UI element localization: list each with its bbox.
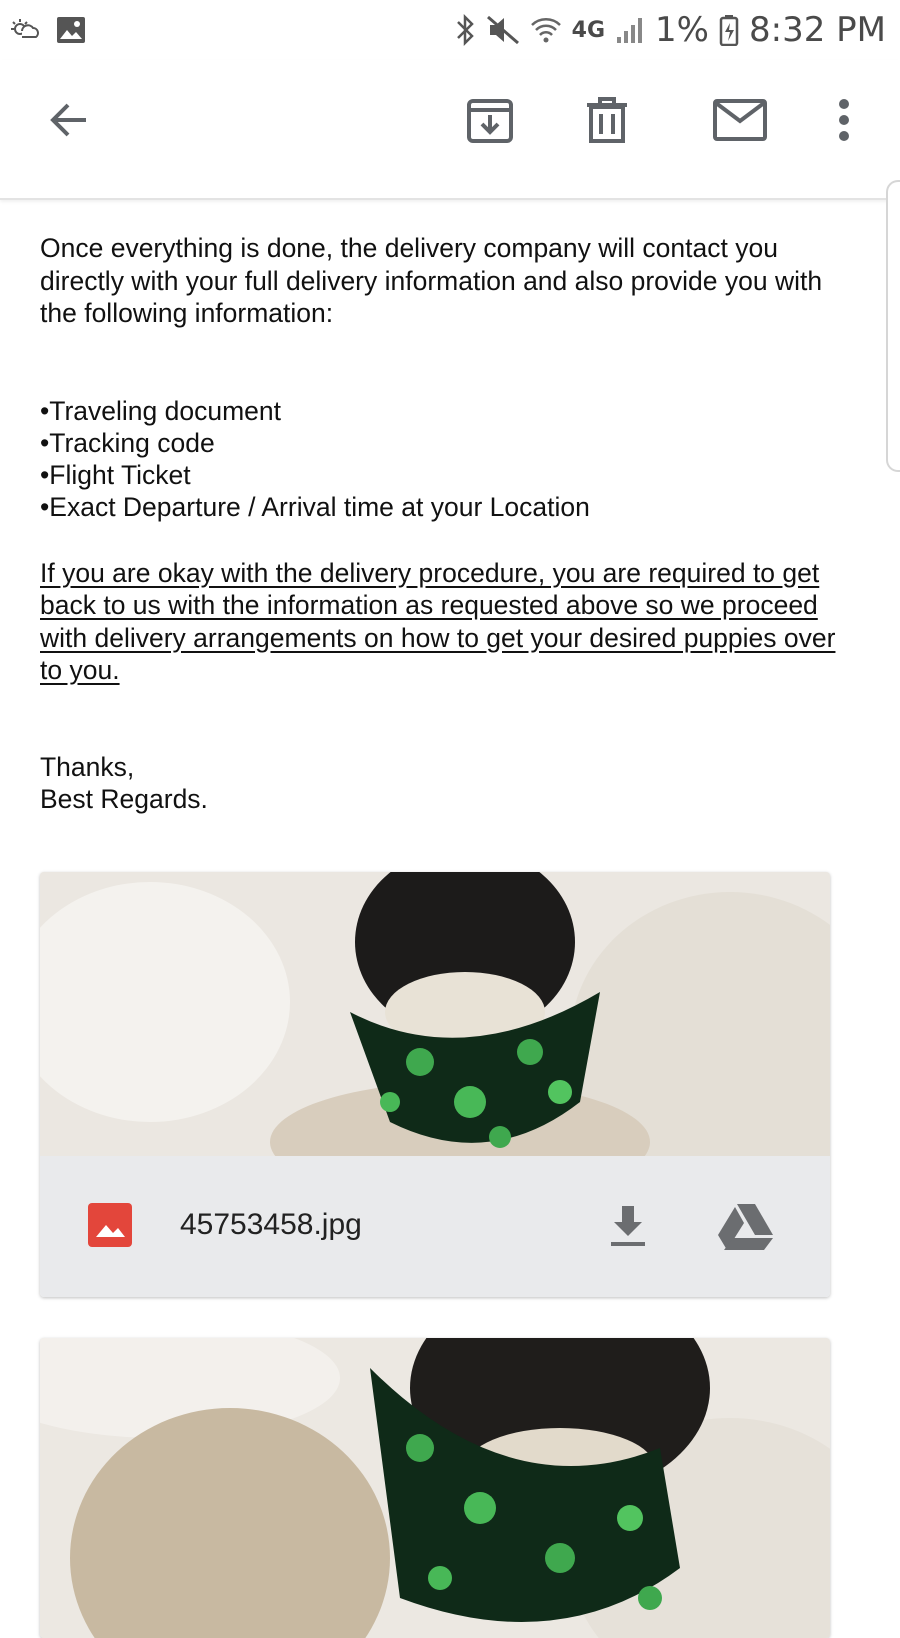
network-type: 4G — [571, 17, 606, 43]
image-file-icon — [88, 1203, 132, 1247]
list-item: •Tracking code — [40, 427, 215, 458]
mark-unread-button[interactable] — [708, 90, 772, 154]
message-toolbar — [0, 60, 900, 200]
list-item: •Flight Ticket — [40, 459, 191, 490]
attachment-preview-image[interactable] — [40, 872, 830, 1156]
back-button[interactable] — [36, 90, 100, 154]
wifi-icon — [530, 13, 562, 47]
trash-icon — [585, 96, 629, 149]
drive-icon — [718, 1202, 774, 1255]
archive-icon — [466, 96, 514, 149]
list-item: •Exact Departure / Arrival time at your Location — [40, 491, 590, 522]
download-button[interactable] — [600, 1200, 656, 1256]
attachment-card[interactable] — [40, 872, 830, 1297]
list-item: •Traveling document — [40, 395, 282, 426]
request-paragraph: If you are okay with the delivery procedure, you are required to get back to us with the information as requested above so we proceed with delivery arrangements on how to get your desired puppies over to you. — [40, 557, 836, 685]
delete-button[interactable] — [575, 90, 639, 154]
mail-icon — [713, 99, 767, 146]
signal-icon — [615, 15, 645, 45]
clock: 8:32 PM — [749, 10, 886, 50]
lte-icon — [572, 18, 605, 43]
attachment-file-name: 45753458.jpg — [180, 1208, 362, 1241]
attachment-bar — [40, 1156, 830, 1297]
download-icon — [608, 1204, 648, 1253]
battery-percent: 1% — [655, 10, 709, 50]
pug-photo — [40, 872, 830, 1156]
status-bar — [0, 0, 900, 60]
image-notification-icon — [56, 16, 86, 44]
more-vert-icon — [837, 98, 851, 147]
bluetooth-icon — [454, 13, 476, 47]
email-body — [40, 232, 860, 815]
save-to-drive-button[interactable] — [716, 1200, 776, 1256]
attachment-card[interactable] — [40, 1338, 830, 1638]
regards-line: Best Regards. — [40, 783, 208, 814]
signoff — [40, 751, 860, 815]
thanks-line: Thanks, — [40, 751, 135, 782]
more-options-button[interactable] — [818, 90, 870, 154]
attachment-preview-image[interactable] — [40, 1338, 830, 1638]
pug-photo — [40, 1338, 830, 1638]
scroll-handle[interactable] — [886, 180, 900, 472]
back-arrow-icon — [46, 98, 90, 147]
status-left — [0, 15, 86, 45]
archive-button[interactable] — [458, 90, 522, 154]
battery-icon — [719, 14, 739, 46]
weather-icon — [8, 15, 42, 45]
intro-paragraph: Once everything is done, the delivery company will contact you directly with your full delivery information and also provide you with the following information: — [40, 233, 823, 328]
info-list — [40, 395, 860, 523]
mute-icon — [486, 13, 520, 47]
status-right — [454, 10, 900, 50]
